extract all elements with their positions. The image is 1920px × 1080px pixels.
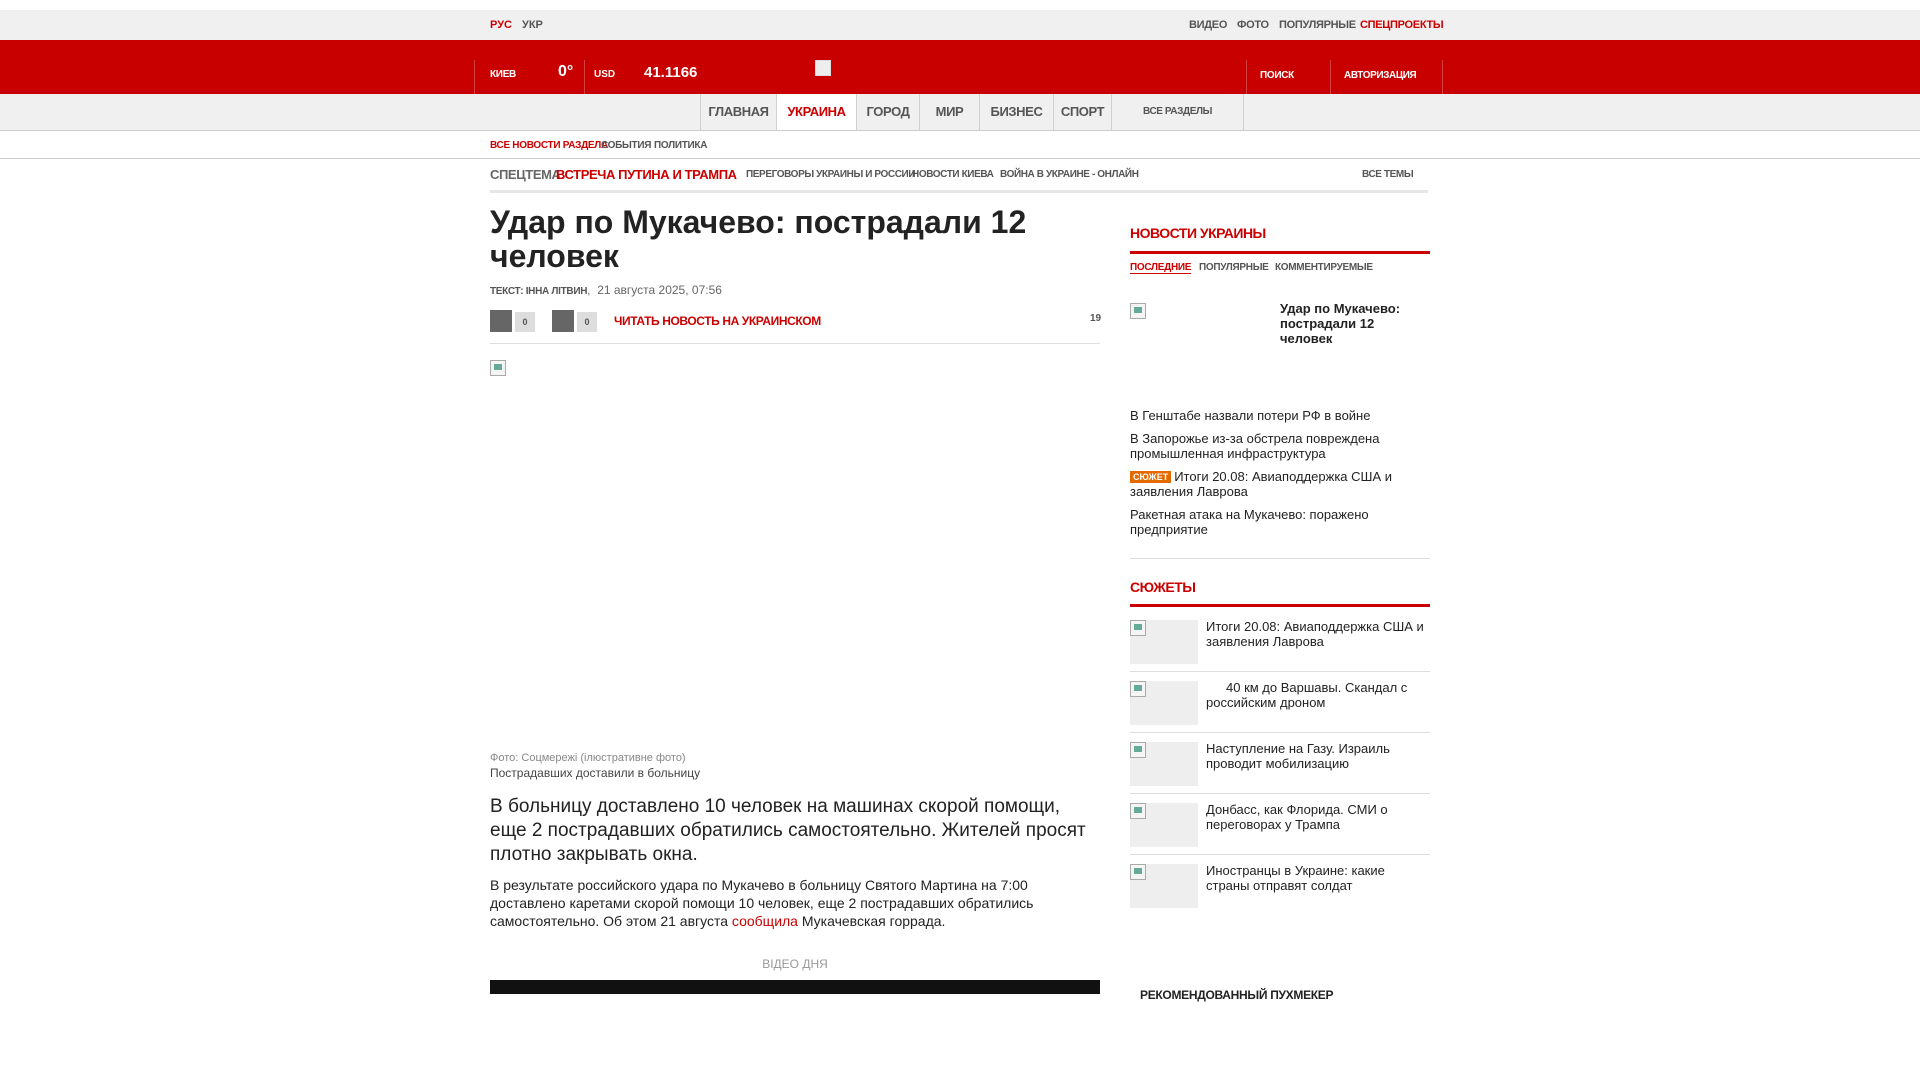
plot-badge: СЮЖЕТ [1130, 471, 1171, 483]
article-title: Удар по Мукачево: пострадали 12 человек [490, 204, 1027, 274]
facebook-share-icon[interactable] [490, 310, 512, 332]
plot-image[interactable] [1130, 742, 1198, 786]
auth-button[interactable]: АВТОРИЗАЦИЯ [1344, 70, 1417, 81]
source-link[interactable]: сообщила [731, 913, 798, 929]
themes-bar [490, 159, 1428, 193]
share-count: 0 [515, 312, 535, 332]
theme-link[interactable]: ПЕРЕГОВОРЫ УКРАИНЫ И РОССИИ [746, 169, 916, 180]
image-placeholder [1130, 864, 1146, 880]
video-of-day-label: ВІДЕО ДНЯ [762, 957, 828, 971]
city-label[interactable]: КИЕВ [490, 69, 516, 80]
divider [1130, 558, 1430, 559]
nav-home[interactable]: ГЛАВНАЯ [700, 94, 777, 130]
plot-image[interactable] [1130, 681, 1198, 725]
share-count: 0 [577, 312, 597, 332]
header-bar [0, 40, 1920, 94]
news-link[interactable] [1130, 469, 1425, 499]
article-image [490, 360, 506, 376]
main-nav [0, 94, 1920, 131]
news-link[interactable]: В Запорожье из-за обстрела повреждена промышленная инфраструктура [1130, 431, 1380, 461]
views-count: 19 [1090, 313, 1102, 324]
read-ukrainian-link[interactable]: ЧИТАТЬ НОВОСТЬ НА УКРАИНСКОМ [614, 314, 821, 328]
divider [1442, 60, 1443, 94]
subnav-all-news[interactable]: ВСЕ НОВОСТИ РАЗДЕЛА [490, 140, 608, 151]
divider [1130, 604, 1430, 607]
article-body [490, 876, 1090, 930]
news-image[interactable] [1130, 303, 1146, 319]
subnav-events[interactable]: СОБЫТИЯ [601, 140, 652, 151]
article-meta: ТЕКСТ: ІННА ЛІТВИН, 21 августа 2025, 07:56 [490, 283, 722, 297]
article-date: 21 августа 2025, 07:56 [597, 283, 722, 297]
search-button[interactable]: ПОИСК [1260, 70, 1294, 81]
article-author[interactable]: ТЕКСТ: ІННА ЛІТВИН [490, 286, 588, 297]
subnav-politics[interactable]: ПОЛИТИКА [654, 140, 708, 151]
currency-rate-value: 41.1166 [644, 64, 698, 81]
nav-all-sections[interactable]: ВСЕ РАЗДЕЛЫ [1112, 94, 1244, 130]
video-link[interactable]: ВИДЕО [1189, 19, 1228, 31]
site-logo[interactable] [815, 60, 831, 76]
divider [1130, 793, 1430, 794]
image-placeholder [1130, 620, 1146, 636]
news-text: Итоги 20.08: Авиаподдержка США и заявления Лаврова [1130, 469, 1392, 499]
all-themes-link[interactable]: ВСЕ ТЕМЫ [1362, 169, 1414, 180]
plot-image[interactable] [1130, 864, 1198, 908]
lang-ua-link[interactable]: УКР [522, 19, 543, 31]
image-placeholder [1130, 742, 1146, 758]
plot-link[interactable]: Наступление на Газу. Израиль проводит мобилизацию [1206, 741, 1390, 771]
nav-business[interactable]: БИЗНЕС [980, 94, 1054, 130]
special-projects-link[interactable]: СПЕЦПРОЕКТЫ [1360, 19, 1444, 31]
divider [1246, 60, 1247, 94]
theme-link[interactable]: ВОЙНА В УКРАИНЕ - ОНЛАЙН [1000, 169, 1139, 180]
special-theme-label: СПЕЦТЕМА: [490, 167, 565, 182]
body-text: В результате российского удара по Мукачево в больницу Святого Мартина на 7:00 доставлено каретами скорой помощи 10 человек, еще 2 пострадавших обратились самостоятельно. Об этом 21 августа [490, 877, 1034, 929]
image-placeholder [1130, 803, 1146, 819]
plot-image[interactable] [1130, 803, 1198, 847]
body-text: Мукачевская горрада. [797, 913, 946, 929]
plots-title[interactable]: СЮЖЕТЫ [1130, 579, 1196, 595]
news-link[interactable]: Ракетная атака на Мукачево: поражено предприятие [1130, 507, 1369, 537]
top-bar [0, 10, 1920, 40]
nav-city[interactable]: ГОРОД [857, 94, 920, 130]
photo-caption: Фото: Соцмережі (ілюстративне фото) [490, 752, 686, 764]
plot-link[interactable]: Донбасс, как Флорида. СМИ о переговорах у Трампа [1206, 802, 1388, 832]
divider [584, 60, 585, 94]
ukraine-news-title[interactable]: НОВОСТИ УКРАИНЫ [1130, 225, 1266, 241]
plot-image[interactable] [1130, 620, 1198, 664]
tab-latest[interactable]: ПОСЛЕДНИЕ [1130, 262, 1192, 273]
temperature-value: 0° [558, 63, 574, 80]
nav-world[interactable]: МИР [920, 94, 980, 130]
photo-description: Пострадавших доставили в больницу [490, 766, 701, 780]
image-placeholder [1130, 681, 1146, 697]
plot-link[interactable]: 40 км до Варшавы. Скандал с российским дроном [1206, 680, 1408, 710]
nav-sport[interactable]: СПОРТ [1054, 94, 1112, 130]
plot-link[interactable]: Итоги 20.08: Авиаподдержка США и заявления Лаврова [1206, 619, 1424, 649]
video-player[interactable] [490, 980, 1100, 994]
recommend-title: РЕКОМЕНДОВАННЫЙ ПУХМЕКЕР [1140, 988, 1334, 1002]
currency-label: USD [594, 69, 616, 80]
lang-ru-link[interactable]: РУС [490, 19, 512, 31]
tab-popular[interactable]: ПОПУЛЯРНЫЕ [1199, 262, 1269, 273]
photo-link[interactable]: ФОТО [1237, 19, 1269, 31]
divider [490, 343, 1100, 344]
nav-ukraine[interactable]: УКРАИНА [777, 94, 857, 130]
plot-link[interactable]: Иностранцы в Украине: какие страны отправят солдат [1206, 863, 1385, 893]
sub-nav [0, 131, 1920, 159]
article-lead: В больницу доставлено 10 человек на машинах скорой помощи, еще 2 пострадавших обратились самостоятельно. Жителей просят плотно закрывать окна. [490, 796, 1086, 865]
divider [1130, 671, 1430, 672]
theme-link[interactable]: НОВОСТИ КИЕВА [912, 169, 994, 180]
special-theme-link[interactable]: ВСТРЕЧА ПУТИНА И ТРАМПА [556, 167, 737, 182]
popular-link[interactable]: ПОПУЛЯРНЫЕ [1279, 19, 1356, 31]
tab-commented[interactable]: КОММЕНТИРУЕМЫЕ [1275, 262, 1373, 273]
divider [1330, 60, 1331, 94]
divider [1130, 732, 1430, 733]
telegram-share-icon[interactable] [552, 310, 574, 332]
news-link[interactable]: В Генштабе назвали потери РФ в войне [1130, 408, 1371, 423]
divider [474, 60, 475, 94]
divider [1130, 854, 1430, 855]
top-news-link[interactable]: Удар по Мукачево: пострадали 12 человек [1280, 301, 1401, 346]
divider [1130, 251, 1430, 254]
